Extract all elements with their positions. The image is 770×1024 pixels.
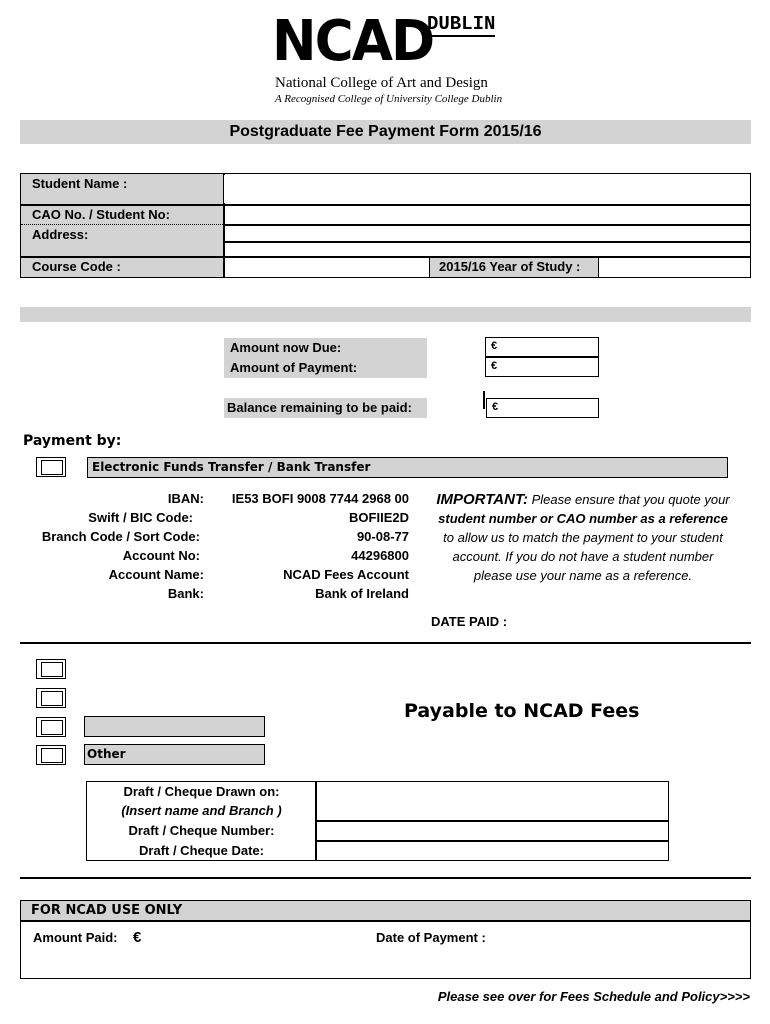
amount-payment-field[interactable]: € bbox=[485, 357, 599, 377]
eft-checkbox[interactable] bbox=[36, 457, 66, 477]
payable-to-text: Payable to NCAD Fees bbox=[404, 700, 640, 722]
account-name-label: Account Name: bbox=[108, 567, 204, 582]
amount-due-label: Amount now Due: bbox=[230, 340, 342, 355]
other-label: Other bbox=[84, 744, 265, 765]
insert-name-label: (Insert name and Branch ) bbox=[121, 803, 282, 818]
option-3-label-cell bbox=[84, 716, 265, 737]
euro-symbol: € bbox=[133, 929, 142, 946]
important-bold-text: student number or CAO number as a reference bbox=[438, 511, 728, 526]
amount-paid-label: Amount Paid: bbox=[33, 930, 118, 945]
important-text-2: to allow us to match the payment to your student account. If you do not have a student number please use your name as a reference. bbox=[443, 530, 723, 583]
cao-label: CAO No. / Student No: bbox=[32, 207, 170, 222]
cao-field[interactable] bbox=[224, 206, 749, 223]
amount-due-field[interactable]: € bbox=[485, 337, 599, 357]
cheque-number-label: Draft / Cheque Number: bbox=[128, 823, 275, 838]
section-rule bbox=[20, 642, 751, 644]
address-field[interactable] bbox=[224, 226, 749, 255]
swift-value: BOFIIE2D bbox=[349, 510, 409, 525]
cheque-number-field[interactable] bbox=[317, 822, 667, 839]
account-no-label: Account No: bbox=[122, 548, 200, 563]
course-code-label: Course Code : bbox=[32, 259, 121, 274]
year-of-study-field[interactable] bbox=[600, 258, 749, 277]
section-rule bbox=[20, 877, 751, 879]
bank-value: Bank of Ireland bbox=[315, 586, 409, 601]
dublin-logo-text: DUBLIN bbox=[427, 13, 496, 35]
ncad-head-divider bbox=[21, 920, 750, 922]
amount-payment-label: Amount of Payment: bbox=[230, 360, 358, 375]
option-checkbox-2[interactable] bbox=[36, 688, 66, 708]
iban-label: IBAN: bbox=[167, 491, 204, 506]
sort-code-value: 90-08-77 bbox=[356, 529, 409, 544]
bank-label: Bank: bbox=[167, 586, 204, 601]
section-divider-bar bbox=[20, 307, 751, 322]
sort-code-label: Branch Code / Sort Code: bbox=[41, 529, 200, 544]
swift-label: Swift / BIC Code: bbox=[88, 510, 193, 525]
important-text-1: Please ensure that you quote your bbox=[528, 492, 730, 507]
option-checkbox-3[interactable] bbox=[36, 717, 66, 737]
ncad-logo: NCAD bbox=[272, 9, 434, 74]
important-note bbox=[433, 490, 733, 585]
eft-option-label: Electronic Funds Transfer / Bank Transfer bbox=[87, 457, 728, 478]
important-lead: IMPORTANT: bbox=[436, 491, 528, 508]
student-name-field[interactable] bbox=[224, 175, 749, 203]
drawn-on-field[interactable] bbox=[317, 783, 667, 819]
balance-label: Balance remaining to be paid: bbox=[227, 400, 412, 415]
cheque-date-label: Draft / Cheque Date: bbox=[139, 843, 264, 858]
ncad-use-heading: FOR NCAD USE ONLY bbox=[21, 901, 750, 920]
payment-by-heading: Payment by: bbox=[23, 433, 122, 449]
form-title: Postgraduate Fee Payment Form 2015/16 bbox=[20, 120, 751, 144]
other-checkbox[interactable] bbox=[36, 745, 66, 765]
drawn-on-label: Draft / Cheque Drawn on: bbox=[123, 784, 280, 799]
account-no-value: 44296800 bbox=[351, 548, 409, 563]
college-tagline: A Recognised College of University College Dublin bbox=[275, 93, 503, 105]
student-name-label: Student Name : bbox=[32, 176, 128, 191]
course-code-field[interactable] bbox=[224, 258, 428, 277]
college-name: National College of Art and Design bbox=[275, 75, 488, 91]
date-of-payment-label: Date of Payment : bbox=[376, 930, 486, 945]
year-of-study-label: 2015/16 Year of Study : bbox=[439, 259, 581, 274]
account-name-value: NCAD Fees Account bbox=[283, 567, 409, 582]
dotted-divider bbox=[21, 224, 223, 225]
date-paid-label: DATE PAID : bbox=[431, 614, 508, 629]
address-label: Address: bbox=[32, 227, 89, 242]
cheque-date-field[interactable] bbox=[317, 842, 667, 859]
balance-field[interactable]: € bbox=[486, 398, 599, 418]
footer-note: Please see over for Fees Schedule and Policy>>>> bbox=[437, 989, 750, 1004]
text-cursor-mark bbox=[483, 391, 485, 409]
option-checkbox-1[interactable] bbox=[36, 659, 66, 679]
iban-value: IE53 BOFI 9008 7744 2968 00 bbox=[231, 491, 409, 506]
